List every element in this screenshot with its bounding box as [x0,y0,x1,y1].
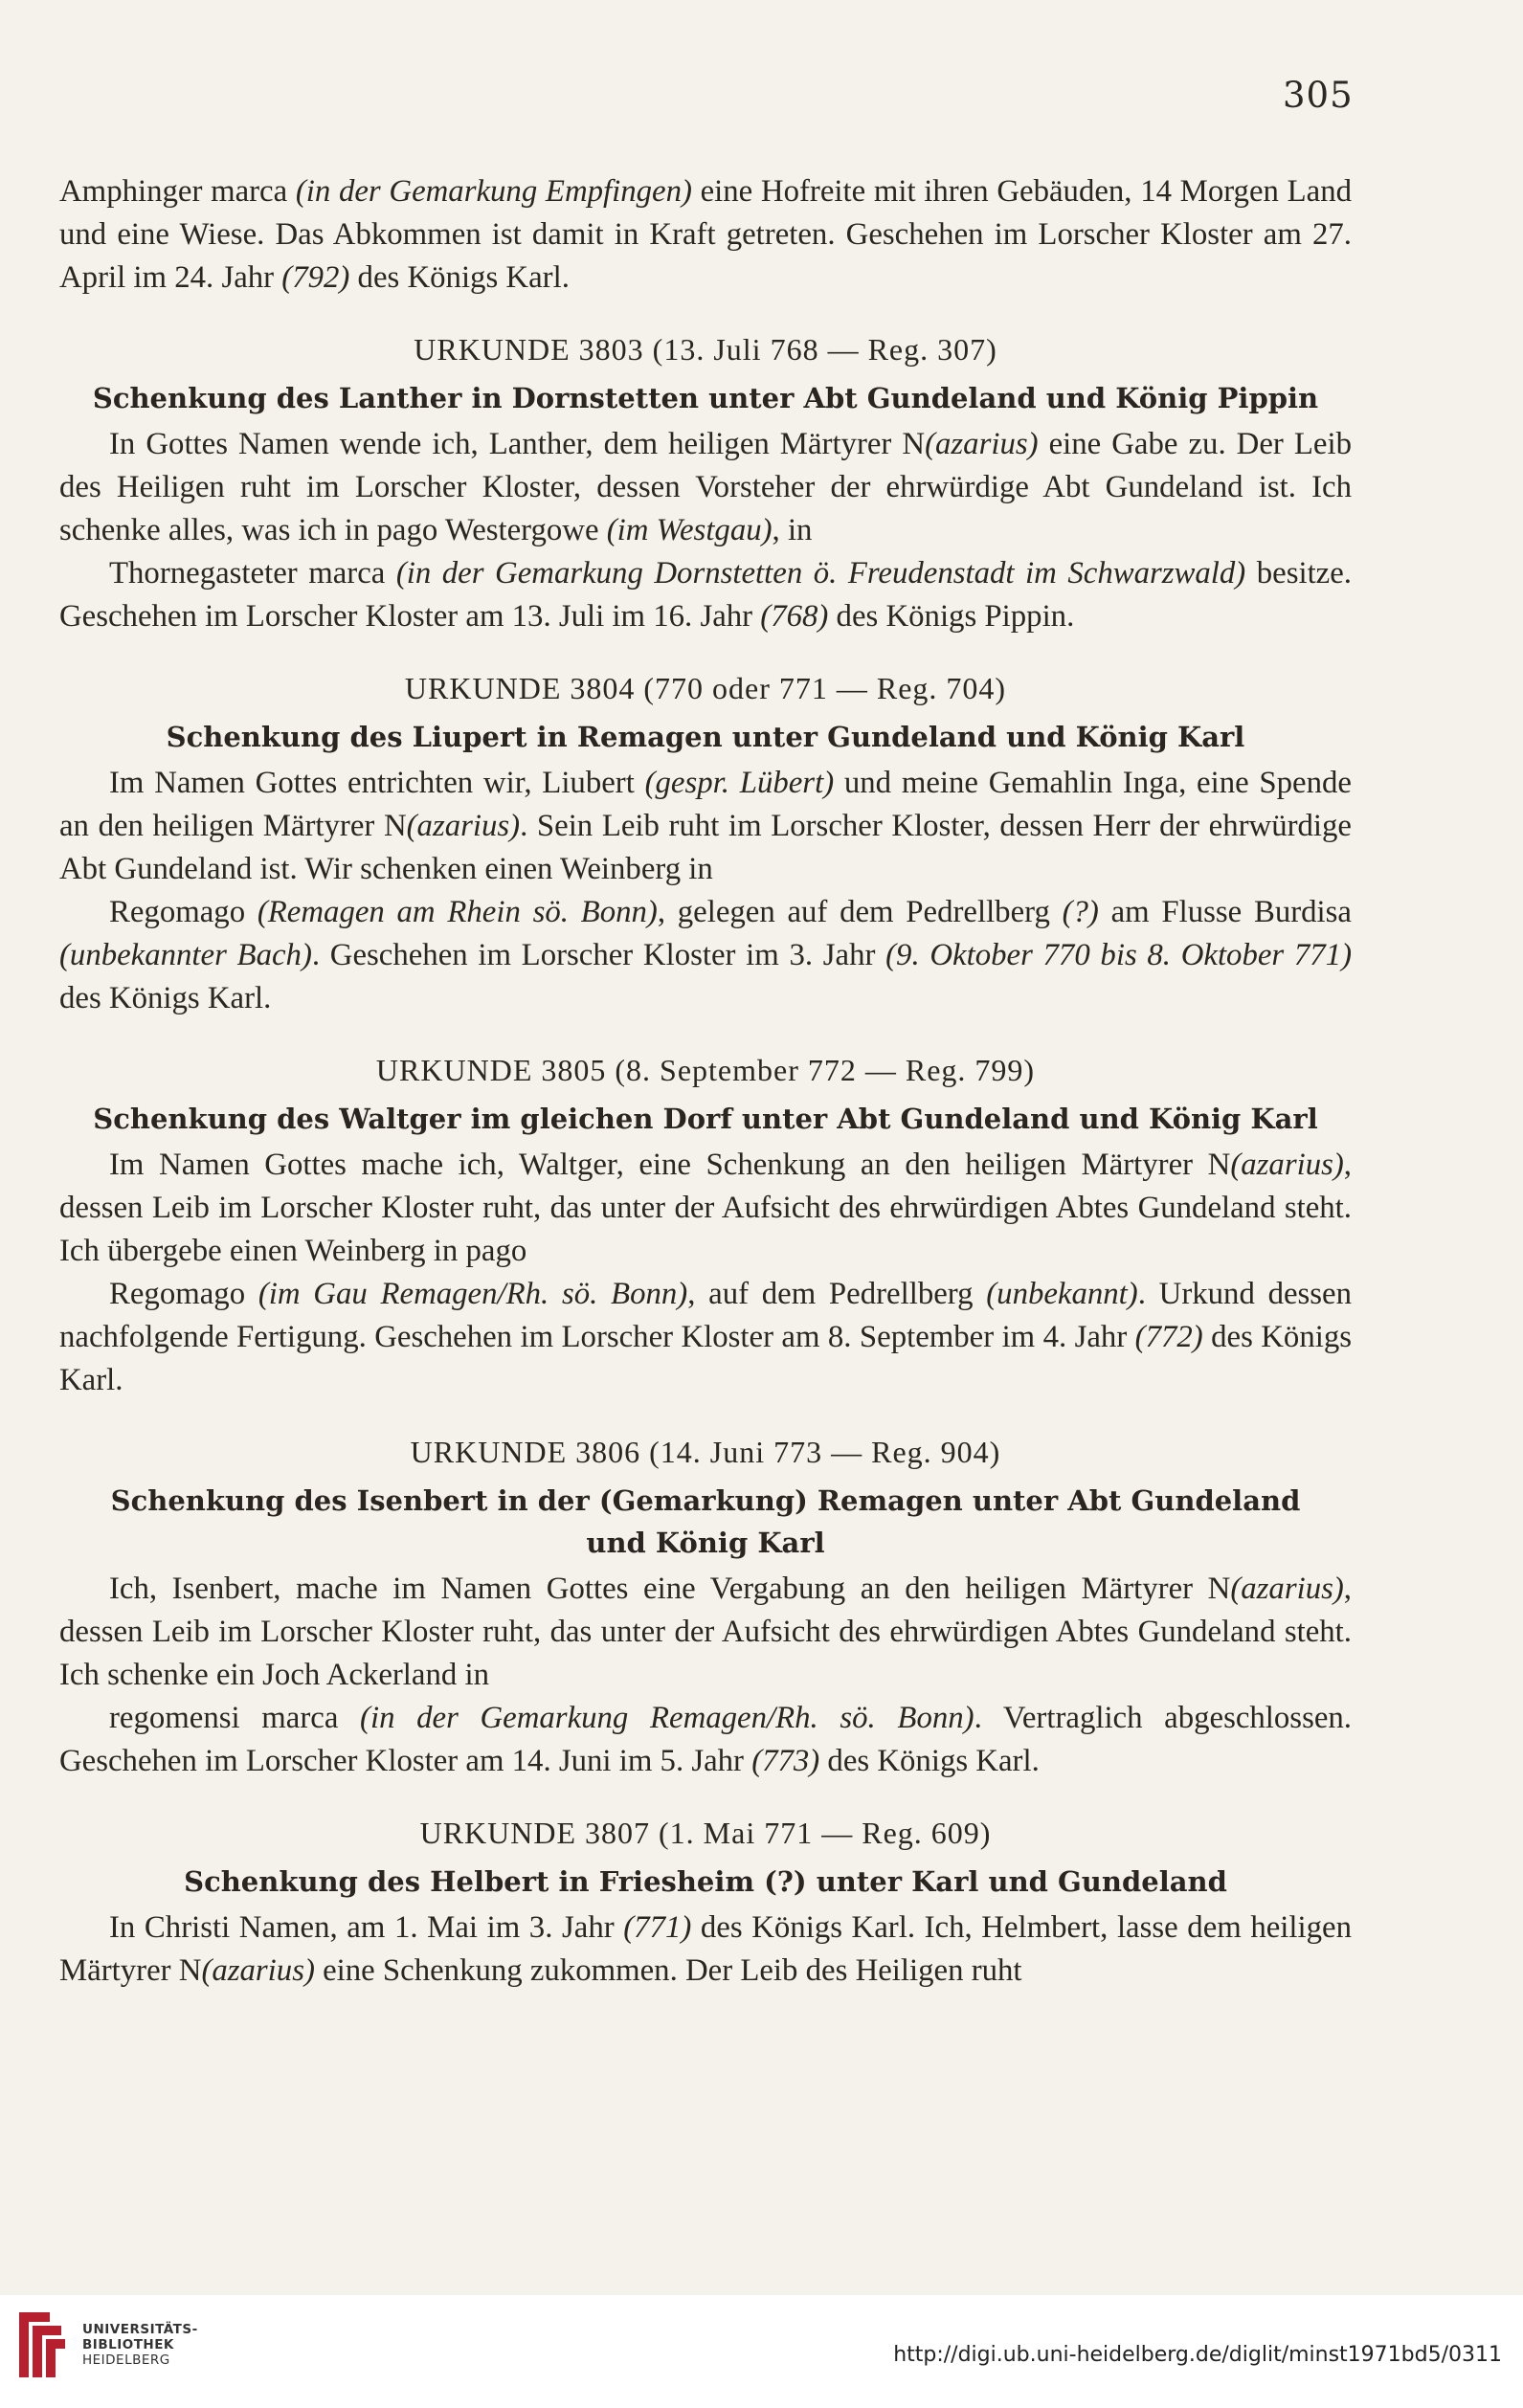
library-logo-text [82,2322,198,2368]
logo-line: BIBLIOTHEK [82,2337,174,2352]
document-heading: URKUNDE 3806 (14. Juni 773 — Reg. 904) [410,1435,1001,1469]
document-title-line: und König Karl [586,1527,825,1559]
document-paragraph: Ich, Isenbert, mache im Namen Gottes eine Vergabung an den heiligen Märtyrer N(azarius), dessen Leib im Lorscher Kloster ruht, das unter der Aufsicht des ehrwürdigen Abtes Gundeland steht. Ich schenke ein Joch Ackerland in [59,1572,1352,1692]
logo-line: HEIDELBERG [82,2352,170,2368]
document-heading: URKUNDE 3803 (13. Juli 768 — Reg. 307) [414,332,997,367]
source-url-link[interactable]: http://digi.ub.uni-heidelberg.de/diglit/minst1971bd5/0311 [893,2343,1502,2367]
document-paragraph: Regomago (im Gau Remagen/Rh. sö. Bonn), auf dem Pedrellberg (unbekannt). Urkund dessen nachfolgende Fertigung. Geschehen im Lorscher Kloster am 8. September im 4. Jahr (772) des Königs Karl. [59,1277,1353,1397]
document-title: Schenkung des Liupert in Remagen unter Gundeland und König Karl [166,721,1245,753]
document-title [59,1480,1352,1564]
document-title-line: Schenkung des Isenbert in der (Gemarkung) Remagen unter Abt Gundeland [110,1484,1301,1517]
viewer-footer [0,2295,1523,2408]
document-heading: URKUNDE 3804 (770 oder 771 — Reg. 704) [404,671,1007,705]
document-heading: URKUNDE 3805 (8. September 772 — Reg. 799) [375,1053,1036,1087]
document-paragraph: Im Namen Gottes mache ich, Waltger, eine Schenkung an den heiligen Märtyrer N(azarius), dessen Leib im Lorscher Kloster ruht, das unter der Aufsicht des ehrwürdigen Abtes Gundeland steht. Ich übergebe einen Weinberg in pago [59,1148,1352,1268]
text-column [59,170,1352,1993]
document-title: Schenkung des Lanther in Dornstetten unter Abt Gundeland und König Pippin [92,382,1319,414]
document-paragraph: Thornegasteter marca (in der Gemarkung Dornstetten ö. Freudenstadt im Schwarzwald) besitze. Geschehen im Lorscher Kloster am 13. Juli im 16. Jahr (768) des Königs Pippin. [59,556,1352,634]
document-paragraph: regomensi marca (in der Gemarkung Remagen/Rh. sö. Bonn). Vertraglich abgeschlossen. Geschehen im Lorscher Kloster am 14. Juni im 5. Jahr (773) des Königs Karl. [59,1701,1352,1778]
document-title: Schenkung des Helbert in Friesheim (?) unter Karl und Gundeland [184,1865,1227,1898]
document-heading: URKUNDE 3807 (1. Mai 771 — Reg. 609) [419,1816,992,1850]
logo-line: UNIVERSITÄTS- [82,2322,198,2337]
document-paragraph: Im Namen Gottes entrichten wir, Liubert (gespr. Lübert) und meine Gemahlin Inga, eine Spende an den heiligen Märtyrer N(azarius). Sein Leib ruht im Lorscher Kloster, dessen Herr der ehrwürdige Abt Gundeland ist. Wir schenken einen Weinberg in [59,766,1352,886]
intro-paragraph: Amphinger marca (in der Gemarkung Empfingen) eine Hofreite mit ihren Gebäuden, 14 Morgen Land und eine Wiese. Das Abkommen ist damit in Kraft getreten. Geschehen im Lorscher Kloster am 27. April im 24. Jahr (792) des Königs Karl. [59,174,1352,295]
library-logo-icon [11,2307,69,2383]
document-title: Schenkung des Waltger im gleichen Dorf unter Abt Gundeland und König Karl [93,1103,1318,1135]
document-paragraph: In Christi Namen, am 1. Mai im 3. Jahr (771) des Königs Karl. Ich, Helmbert, lasse dem heiligen Märtyrer N(azarius) eine Schenkung zukommen. Der Leib des Heiligen ruht [59,1910,1352,1988]
document-paragraph: Regomago (Remagen am Rhein sö. Bonn), gelegen auf dem Pedrellberg (?) am Flusse Burdisa (unbekannter Bach). Geschehen im Lorscher Kloster im 3. Jahr (9. Oktober 770 bis 8. Oktober 771) des Königs Karl. [59,895,1352,1015]
document-paragraph: In Gottes Namen wende ich, Lanther, dem heiligen Märtyrer N(azarius) eine Gabe zu. Der Leib des Heiligen ruht im Lorscher Kloster, dessen Vorsteher der ehrwürdige Abt Gundeland ist. Ich schenke alles, was ich in pago Westergowe (im Westgau), in [59,427,1352,547]
page-number: 305 [1283,75,1354,116]
